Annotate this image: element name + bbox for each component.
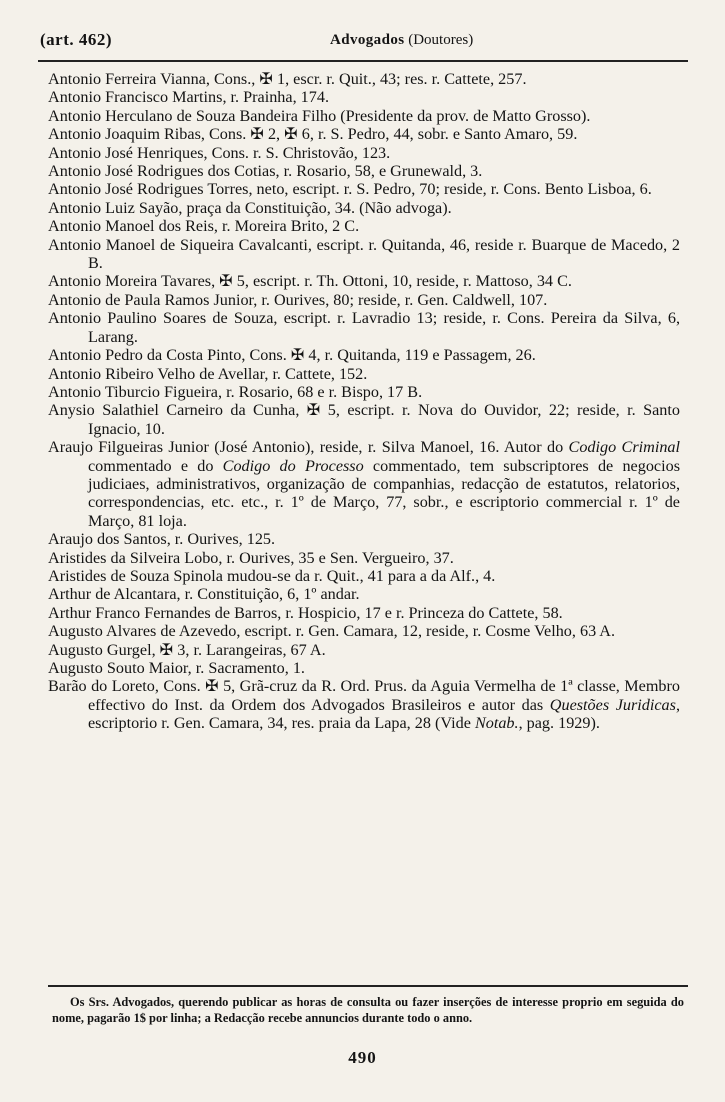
entry-text: Antonio Paulino Soares de Souza, escript. r. Lavradio 13; reside, r. Cons. Pereira da Silva, 6, Larang.	[48, 309, 680, 346]
page-number: 490	[348, 1048, 377, 1067]
lawyer-entry	[48, 585, 680, 603]
lawyer-entry	[48, 567, 680, 585]
footnote-rule	[48, 985, 688, 987]
lawyer-entry	[48, 438, 680, 530]
lawyer-entry	[48, 604, 680, 622]
entry-italic-title: Codigo Criminal	[568, 438, 680, 457]
section-title-bold: Advogados	[330, 32, 405, 48]
lawyer-entry	[48, 622, 680, 640]
entry-text: Barão do Loreto, Cons. ✠ 5, Grã-cruz da R. Ord. Prus. da Aguia Vermelha de 1ª classe, Membro effectivo do Inst. da Ordem dos Advogados Brasileiros e autor das	[48, 677, 680, 714]
lawyer-entry	[48, 144, 680, 162]
entry-text: Antonio Luiz Sayão, praça da Constituição, 34. (Não advoga).	[48, 198, 452, 217]
entry-text: , pag. 1929).	[518, 714, 600, 733]
entry-text: Antonio Manoel de Siqueira Cavalcanti, escript. r. Quitanda, 46, reside r. Buarque de Macedo, 2 B.	[48, 235, 680, 273]
entry-text: Antonio Francisco Martins, r. Prainha, 174.	[48, 88, 329, 107]
entry-text: Antonio Pedro da Costa Pinto, Cons. ✠ 4, r. Quitanda, 119 e Passagem, 26.	[48, 346, 536, 365]
entry-text: Aristides de Souza Spinola mudou-se da r. Quit., 41 para a da Alf., 4.	[48, 566, 496, 585]
lawyer-entry	[48, 659, 680, 677]
entry-text: Araujo Filgueiras Junior (José Antonio), reside, r. Silva Manoel, 16. Autor do	[48, 438, 569, 457]
lawyer-entry	[48, 530, 680, 548]
entry-text: Anysio Salathiel Carneiro da Cunha, ✠ 5, escript. r. Nova do Ouvidor, 22; reside, r. Santo Ignacio, 10.	[48, 401, 680, 438]
entry-text: Antonio Moreira Tavares, ✠ 5, escript. r. Th. Ottoni, 10, reside, r. Mattoso, 34 C.	[48, 272, 572, 291]
section-title-subtitle: (Doutores)	[404, 32, 474, 48]
article-number: (art. 462)	[40, 30, 113, 49]
entry-text: Antonio Tiburcio Figueira, r. Rosario, 68 e r. Bispo, 17 B.	[48, 382, 423, 401]
lawyer-entry	[48, 162, 680, 180]
lawyer-entry	[48, 236, 680, 273]
lawyer-entry	[48, 383, 680, 401]
entry-text: Antonio Manoel dos Reis, r. Moreira Brito, 2 C.	[48, 217, 360, 236]
entry-text: Antonio Ribeiro Velho de Avellar, r. Cattete, 152.	[48, 364, 368, 383]
lawyer-entry	[48, 346, 680, 364]
entry-text: commentado e do	[88, 456, 223, 475]
entry-text: Arthur Franco Fernandes de Barros, r. Hospicio, 17 e r. Princeza do Cattete, 58.	[48, 603, 563, 622]
lawyer-entry	[48, 309, 680, 346]
entry-italic-title: Notab.	[474, 714, 519, 733]
lawyer-entry	[48, 401, 680, 438]
entry-text: commentado, tem subscriptores de negocios judiciaes, administrativos, organização de companhias, redacção de estatutos, relatorios, correspondencias, etc. etc., r. 1º de Março, 77, sobr., e escriptorio commercial r. 1º de Março, 81 loja.	[88, 456, 680, 530]
footnote: Os Srs. Advogados, querendo publicar as horas de consulta ou fazer inserções de interesse proprio em seguida do nome, pagarão 1$ por linha; a Redacção recebe annuncios durante todo o anno.	[52, 995, 684, 1025]
entry-text: Augusto Souto Maior, r. Sacramento, 1.	[48, 659, 305, 677]
entry-text: Antonio Joaquim Ribas, Cons. ✠ 2, ✠ 6, r. S. Pedro, 44, sobr. e Santo Amaro, 59.	[48, 125, 578, 144]
entry-text: Antonio Herculano de Souza Bandeira Filho (Presidente da prov. de Matto Grosso).	[48, 106, 591, 125]
entry-text: Antonio José Rodrigues dos Cotias, r. Rosario, 58, e Grunewald, 3.	[48, 162, 483, 181]
entry-text: Araujo dos Santos, r. Ourives, 125.	[48, 530, 276, 549]
lawyer-entry	[48, 199, 680, 217]
entry-text: , escriptorio r. Gen. Camara, 34, res. praia da Lapa, 28 (Vide	[88, 695, 680, 733]
lawyer-entry	[48, 641, 680, 659]
entry-text: Augusto Gurgel, ✠ 3, r. Larangeiras, 67 A.	[48, 640, 326, 659]
entry-text: Antonio Ferreira Vianna, Cons., ✠ 1, escr. r. Quit., 43; res. r. Cattete, 257.	[48, 70, 527, 88]
section-title	[330, 32, 473, 49]
running-header	[40, 30, 690, 56]
lawyer-list	[48, 70, 680, 733]
entry-italic-title: Questões Juridicas	[549, 695, 676, 714]
lawyer-entry	[48, 365, 680, 383]
lawyer-entry	[48, 125, 680, 143]
lawyer-entry	[48, 217, 680, 235]
lawyer-entry	[48, 180, 680, 198]
entry-text: Arthur de Alcantara, r. Constituição, 6, 1º andar.	[48, 585, 360, 604]
lawyer-entry	[48, 272, 680, 290]
entry-text: Antonio José Rodrigues Torres, neto, escript. r. S. Pedro, 70; reside, r. Cons. Bento Lisboa, 6.	[48, 180, 652, 199]
lawyer-entry	[48, 107, 680, 125]
lawyer-entry	[48, 677, 680, 732]
entry-text: Antonio de Paula Ramos Junior, r. Ourives, 80; reside, r. Gen. Caldwell, 107.	[48, 290, 548, 309]
header-rule	[38, 60, 688, 62]
lawyer-entry	[48, 549, 680, 567]
entry-text: Antonio José Henriques, Cons. r. S. Christovão, 123.	[48, 143, 391, 162]
entry-text: Augusto Alvares de Azevedo, escript. r. Gen. Camara, 12, reside, r. Cosme Velho, 63 A.	[48, 622, 616, 641]
entry-text: Aristides da Silveira Lobo, r. Ourives, 35 e Sen. Vergueiro, 37.	[48, 548, 454, 567]
lawyer-entry	[48, 70, 680, 88]
lawyer-entry	[48, 291, 680, 309]
entry-italic-title: Codigo do Processo	[222, 456, 364, 475]
lawyer-entry	[48, 88, 680, 106]
